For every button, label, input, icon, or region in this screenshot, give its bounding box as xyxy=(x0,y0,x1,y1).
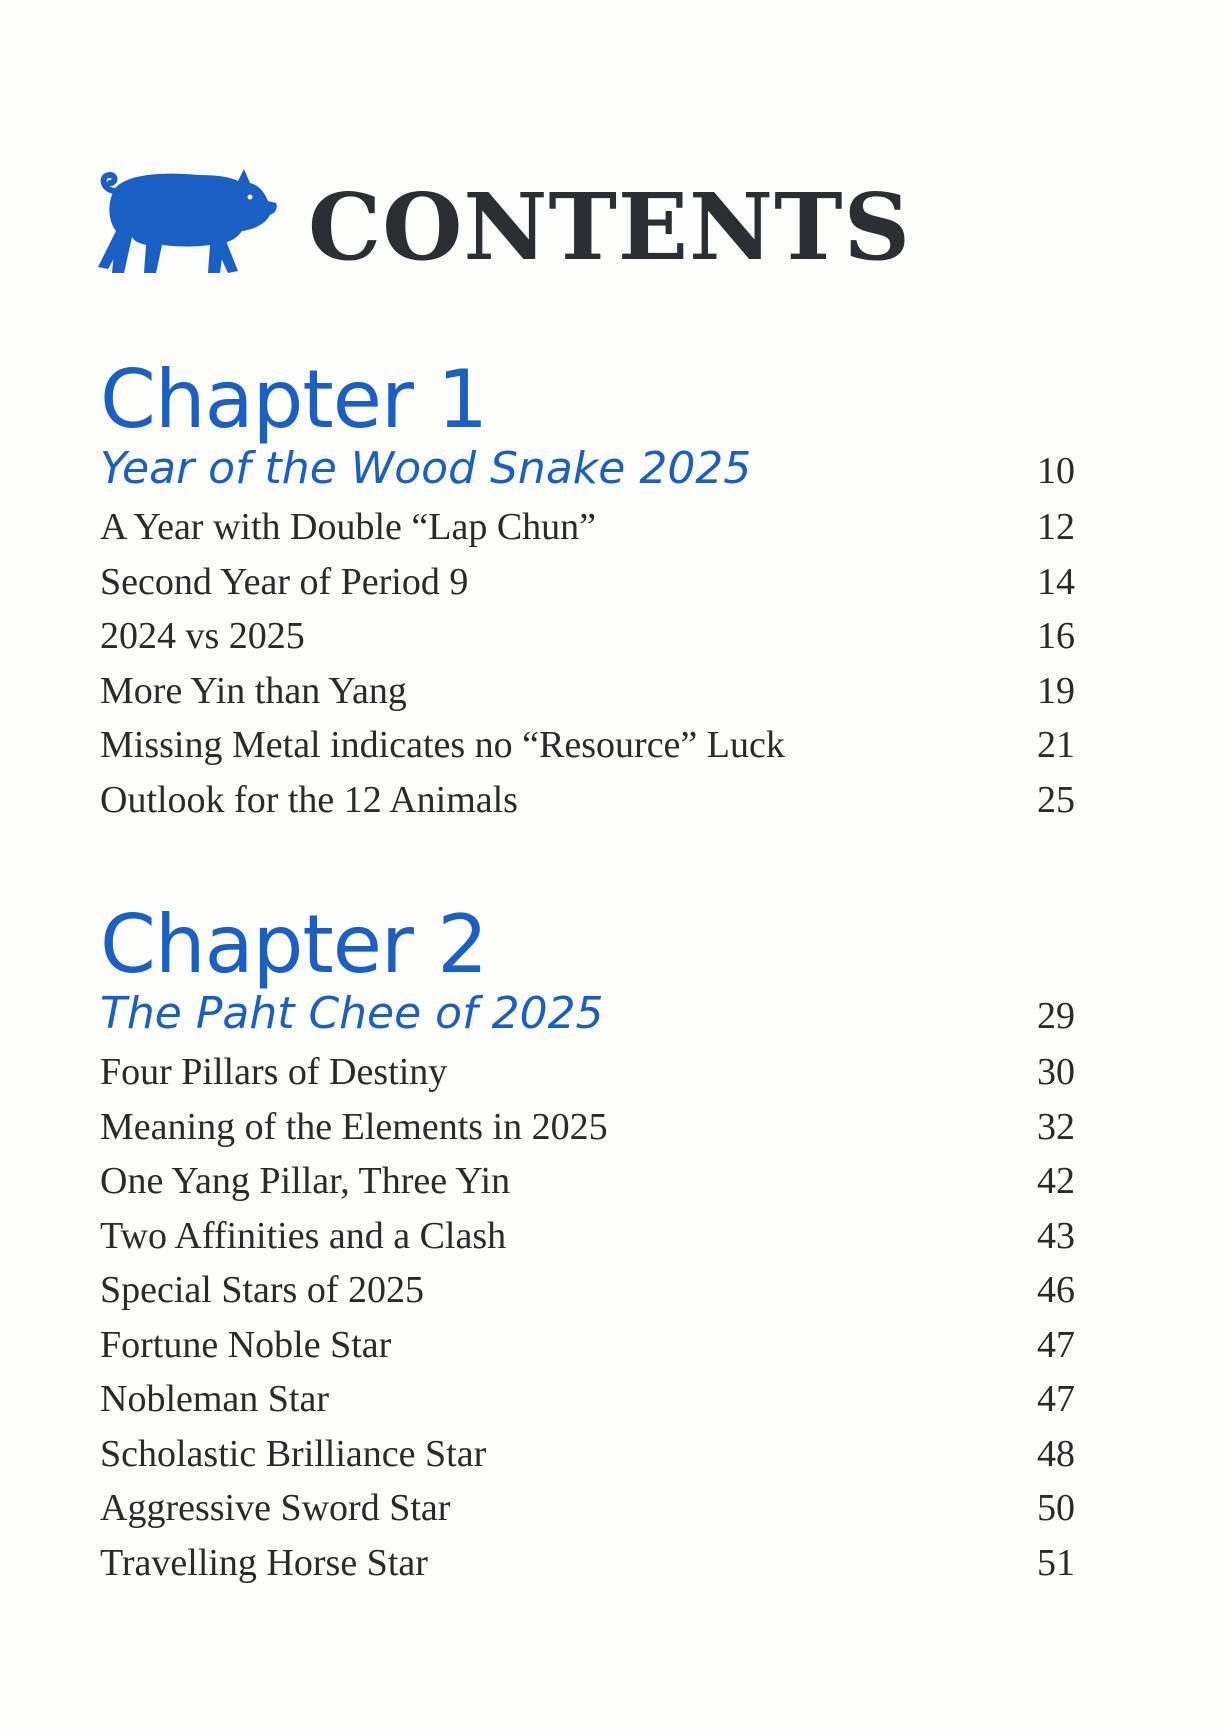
toc-entry[interactable] xyxy=(100,1146,1075,1201)
page-number: 46 xyxy=(1037,1269,1075,1311)
page-number: 32 xyxy=(1037,1105,1075,1148)
toc-entry-title: Second Year of Period 9 xyxy=(100,560,469,603)
chapter-subtitle: The Paht Chee of 2025 xyxy=(100,988,604,1039)
chapter-subtitle: Year of the Wood Snake 2025 xyxy=(100,443,752,494)
page-number: 42 xyxy=(1037,1160,1075,1202)
toc-entry[interactable] xyxy=(100,1092,1075,1147)
toc-entry-title: Aggressive Sword Star xyxy=(100,1487,451,1529)
toc-entry[interactable] xyxy=(100,492,1075,547)
chapter-1-section xyxy=(100,353,1075,821)
toc-entry[interactable] xyxy=(100,1528,1075,1583)
toc-entry[interactable] xyxy=(100,656,1075,711)
chapter-heading: Chapter 1 xyxy=(100,353,488,446)
toc-entry-title: More Yin than Yang xyxy=(100,669,407,712)
chapter-heading: Chapter 2 xyxy=(100,898,488,991)
page-number: 29 xyxy=(1037,995,1075,1037)
page-number: 47 xyxy=(1037,1378,1075,1420)
toc-entry-title: 2024 vs 2025 xyxy=(100,615,305,657)
toc-entry-title: Scholastic Brilliance Star xyxy=(100,1432,487,1475)
page-number: 12 xyxy=(1037,506,1075,548)
page-number: 47 xyxy=(1037,1323,1075,1366)
chapter-2-section xyxy=(100,898,1075,1584)
page-number: 25 xyxy=(1037,778,1075,821)
toc-entry-title: Special Stars of 2025 xyxy=(100,1269,425,1311)
toc-entry[interactable] xyxy=(100,1201,1075,1256)
toc-entry[interactable] xyxy=(100,601,1075,656)
toc-entry-title: Four Pillars of Destiny xyxy=(100,1051,448,1093)
page-number: 14 xyxy=(1037,560,1075,603)
toc-entry[interactable] xyxy=(100,1037,1075,1092)
toc-entry-title: Meaning of the Elements in 2025 xyxy=(100,1105,608,1148)
page-title: CONTENTS xyxy=(308,173,912,281)
toc-entry-title: One Yang Pillar, Three Yin xyxy=(100,1160,511,1202)
toc-entry[interactable] xyxy=(100,1364,1075,1419)
toc-entry[interactable] xyxy=(100,1473,1075,1528)
toc-entry-title: Outlook for the 12 Animals xyxy=(100,778,518,821)
page-number: 16 xyxy=(1037,615,1075,657)
toc-entry-title: Missing Metal indicates no “Resource” Luck xyxy=(100,724,785,766)
page-number: 50 xyxy=(1037,1487,1075,1529)
contents-header xyxy=(98,160,911,280)
toc-entry[interactable] xyxy=(100,765,1075,820)
chapter-subtitle-row[interactable] xyxy=(100,436,1075,492)
toc-entry[interactable] xyxy=(100,1310,1075,1365)
toc-entry[interactable] xyxy=(100,1255,1075,1310)
pig-icon xyxy=(98,161,278,279)
toc-entry-title: A Year with Double “Lap Chun” xyxy=(100,506,597,548)
toc-entry[interactable] xyxy=(100,710,1075,765)
toc-entry-title: Travelling Horse Star xyxy=(100,1541,428,1584)
page-number: 43 xyxy=(1037,1214,1075,1257)
toc-entry-title: Nobleman Star xyxy=(100,1378,330,1420)
toc-entry-title: Fortune Noble Star xyxy=(100,1323,392,1366)
page-number: 30 xyxy=(1037,1051,1075,1093)
page-number: 48 xyxy=(1037,1432,1075,1475)
page-number: 19 xyxy=(1037,669,1075,712)
chapter-subtitle-row[interactable] xyxy=(100,981,1075,1037)
page-number: 21 xyxy=(1037,724,1075,766)
toc-entry-title: Two Affinities and a Clash xyxy=(100,1214,507,1257)
toc-entry[interactable] xyxy=(100,547,1075,602)
page-number: 51 xyxy=(1037,1541,1075,1584)
toc-entry[interactable] xyxy=(100,1419,1075,1474)
page-number: 10 xyxy=(1037,450,1075,492)
